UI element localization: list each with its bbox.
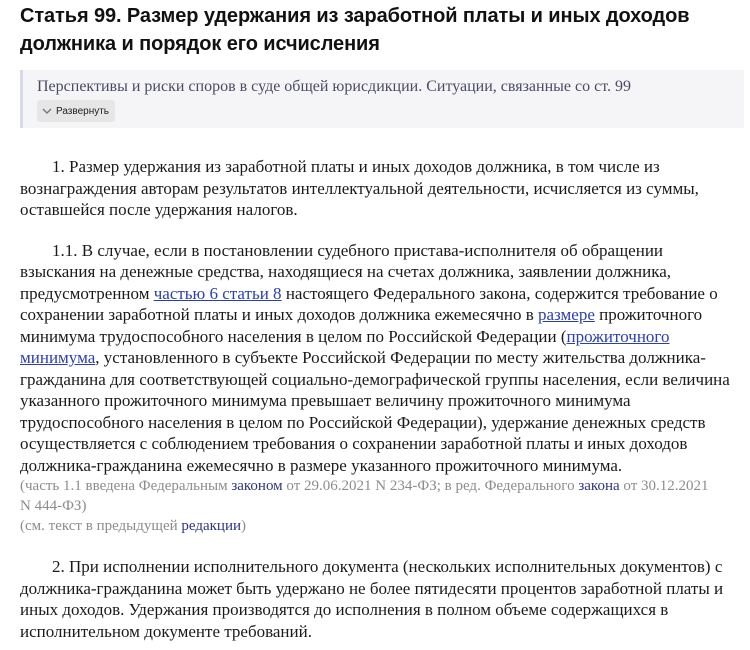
paragraph-1-1 (20, 240, 732, 477)
link-law-444fz[interactable]: закона (578, 478, 620, 494)
paragraph-1: 1. Размер удержания из заработной платы и иных доходов должника, в том числе из вознаграждения авторам результатов интеллектуальной деятельности, исчисляется из суммы, оставшейся после удержания налогов. (20, 157, 699, 219)
paragraph-1-1-text: прожиточного минимума трудоспособного населения в целом по Российской Федерации ( (20, 305, 703, 346)
article-title: Статья 99. Размер удержания из заработной платы и иных доходов должника и порядок его исчисления (20, 5, 690, 55)
link-part-6-article-8[interactable]: частью 6 статьи 8 (153, 283, 282, 303)
previous-edition-text: ) (241, 518, 247, 534)
previous-edition-text: (см. текст в предыдущей (20, 518, 182, 534)
related-info-text[interactable]: Перспективы и риски споров в суде общей юрисдикции. Ситуации, связанные со ст. 99 (37, 78, 631, 95)
previous-edition-note (20, 516, 720, 536)
paragraph-2: 2. При исполнении исполнительного документа (нескольких исполнительных документов) с должника-гражданина может быть удержано не более пятидесяти процентов заработной платы и иных доходов. Удержания производятся до исполнения в полном объеме содержащихся в исполнительном документе требований. (20, 557, 724, 641)
link-law-234fz[interactable]: законом (231, 478, 283, 494)
link-previous-edition[interactable]: редакции (181, 518, 242, 534)
link-subsistence-minimum[interactable]: прожиточного минимума (20, 326, 670, 367)
amendment-note-text: от 29.06.2021 N 234-ФЗ; в ред. Федерального (282, 478, 579, 494)
paragraph-1-1-text: , установленного в субъекте Российской Федерации по месту жительства должника-гражданина для соответствующей социально-демографической группы населения, если величина указанного прожиточного минимума превышает величину прожиточного минимума трудоспособного населения в целом по Российской Федерации), удержание денежных средств осуществляется с соблюдением требования о сохранении заработной платы и иных доходов должника-гражданина ежемесячно в размере указанного прожиточного минимума. (20, 348, 730, 475)
article-page (20, 0, 745, 642)
related-info-block (20, 70, 744, 128)
expand-button-label: Развернуть (56, 105, 110, 117)
expand-button[interactable] (37, 100, 115, 122)
paragraph-1-1-text: 1.1. В случае, если в постановлении судебного пристава-исполнителя об обращении взыскания на денежные средства, находящиеся на счетах должника, заявлении должника, предусмотренном (20, 240, 672, 303)
amendment-note (20, 476, 720, 516)
paragraph-1-1-text: настоящего Федерального закона, содержится требование о сохранении заработной платы и иных доходов должника ежемесячно в (20, 283, 718, 324)
amendment-note-text: (часть 1.1 введена Федеральным (20, 478, 232, 494)
chevron-down-icon (41, 105, 53, 117)
link-razmere[interactable]: размере (538, 305, 595, 324)
amendment-note-text: от 30.12.2021 N 444-ФЗ) (20, 478, 709, 514)
